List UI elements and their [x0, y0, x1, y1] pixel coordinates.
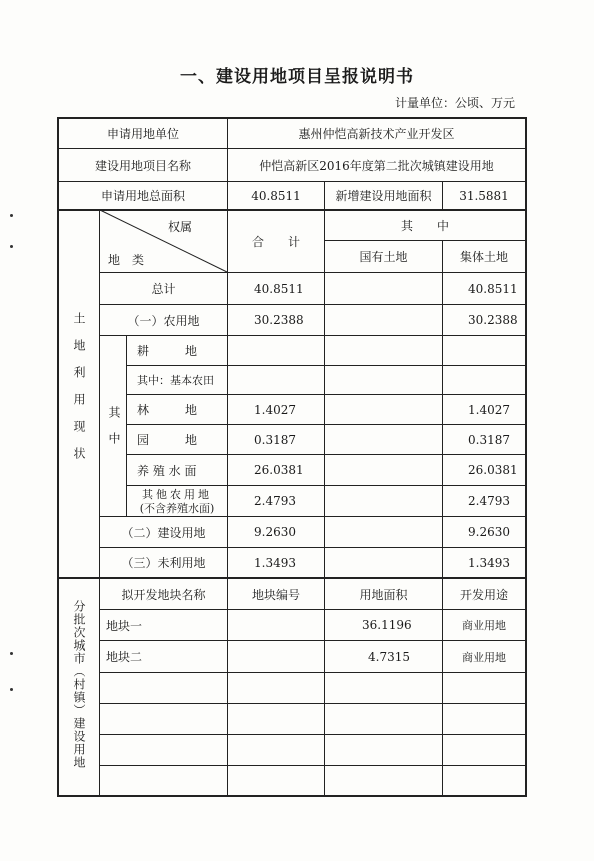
land-row-name: （二）建设用地 — [121, 525, 206, 540]
parcel-use: 商业用地 — [462, 650, 506, 664]
land-row-total: 9.2630 — [254, 525, 296, 539]
batch-side-label: 分批次城市（村镇）建设用地 — [72, 600, 86, 769]
land-row-name: 养 殖 水 面 — [137, 463, 197, 478]
header-state: 国有土地 — [359, 250, 408, 264]
land-row-collective: 0.3187 — [468, 432, 510, 447]
land-row-name: 耕 地 — [137, 344, 198, 358]
batch-header-name: 拟开发地块名称 — [121, 587, 206, 602]
land-row-total: 1.4027 — [254, 402, 296, 417]
parcel-area: 36.1196 — [362, 618, 412, 632]
new-area-value: 31.5881 — [459, 188, 509, 203]
total-area-value: 40.8511 — [251, 188, 301, 203]
header-ownership: 权属 — [168, 220, 193, 234]
among-label: 其中 — [107, 406, 121, 458]
land-row-total: 30.2388 — [254, 313, 304, 327]
land-row-collective: 40.8511 — [468, 281, 518, 296]
land-row-total: 40.8511 — [254, 281, 304, 296]
parcel-name: 地块二 — [106, 650, 143, 664]
new-area-label: 新增建设用地面积 — [335, 189, 432, 203]
header-collective: 集体土地 — [459, 250, 508, 264]
land-row-name: 其中：基本农田 — [137, 374, 214, 387]
land-row-name: 其他农用地 — [142, 487, 212, 501]
measurement-unit: 计量单位：公顷、万元 — [394, 96, 515, 110]
header-total: 合 计 — [251, 234, 300, 249]
batch-header-use: 开发用途 — [459, 587, 508, 602]
land-row-name-note: (不含养殖水面) — [139, 502, 215, 515]
land-row-collective: 9.2630 — [468, 525, 510, 539]
applicant-label: 申请用地单位 — [106, 127, 179, 141]
header-among: 其 中 — [400, 218, 449, 233]
land-row-total: 2.4793 — [254, 494, 296, 508]
land-row-collective: 1.4027 — [468, 402, 510, 417]
land-use-side-label: 土地利用现状 — [72, 312, 86, 474]
applicant-value: 惠州仲恺高新技术产业开发区 — [298, 127, 455, 141]
batch-header-code: 地块编号 — [251, 587, 300, 602]
parcel-area: 4.7315 — [368, 649, 410, 664]
land-row-name: （一）农用地 — [127, 313, 200, 328]
land-row-total: 26.0381 — [254, 463, 304, 477]
parcel-name: 地块一 — [106, 618, 143, 633]
parcel-use: 商业用地 — [462, 619, 506, 632]
project-value: 仲恺高新区2016年度第二批次城镇建设用地 — [259, 158, 494, 173]
header-landtype: 地 类 — [108, 253, 145, 267]
land-row-collective: 26.0381 — [468, 463, 518, 477]
batch-header-area: 用地面积 — [359, 587, 408, 602]
land-row-name: 总计 — [151, 282, 176, 296]
land-row-collective: 1.3493 — [468, 555, 510, 570]
land-row-name: （三）未利用地 — [121, 556, 206, 570]
project-label: 建设用地项目名称 — [94, 158, 191, 173]
land-row-name: 林 地 — [137, 403, 198, 417]
land-row-total: 1.3493 — [254, 555, 296, 570]
page-title: 一、建设用地项目呈报说明书 — [180, 67, 414, 87]
land-row-total: 0.3187 — [254, 432, 296, 447]
land-row-collective: 2.4793 — [468, 494, 510, 508]
land-row-collective: 30.2388 — [468, 313, 518, 327]
land-row-name: 园 地 — [137, 433, 198, 447]
total-area-label: 申请用地总面积 — [100, 189, 185, 203]
